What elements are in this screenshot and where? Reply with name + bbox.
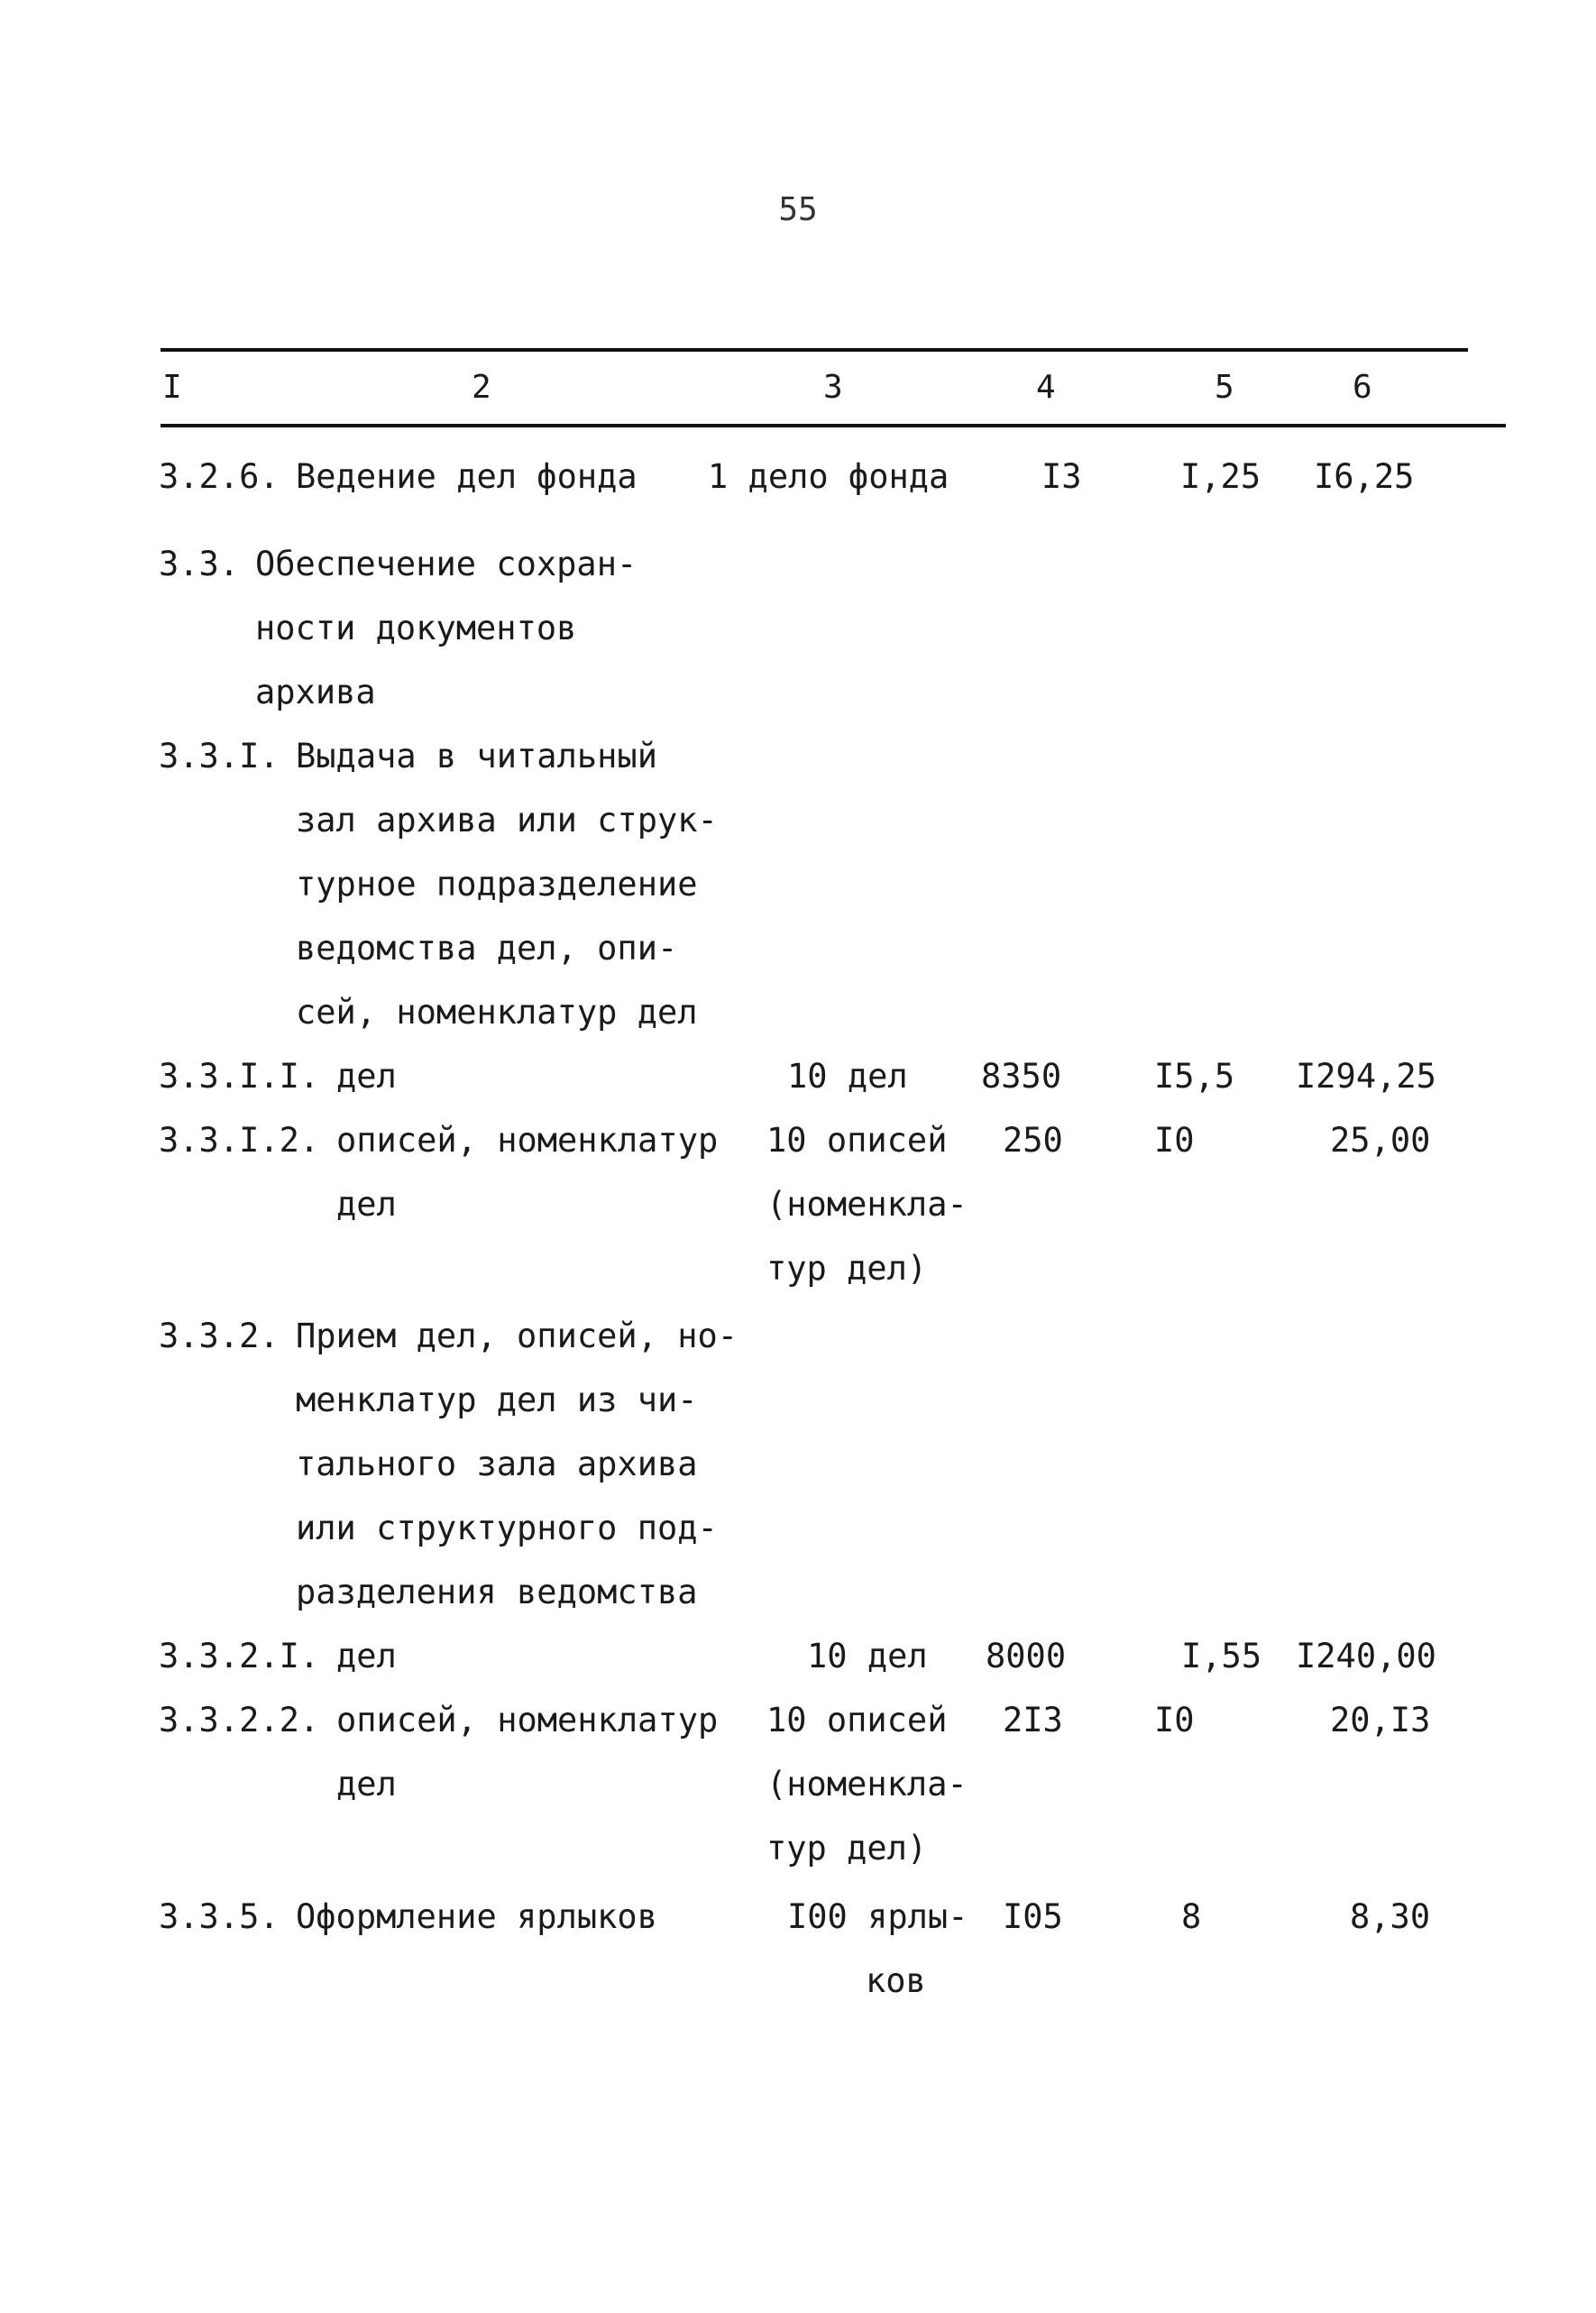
row-col-5: I0: [1154, 1701, 1195, 1739]
header-col-4: 4: [1036, 369, 1056, 406]
row-col-6: 25,00: [1330, 1121, 1431, 1160]
row-description-line: дел: [336, 1637, 397, 1675]
header-col-5: 5: [1215, 369, 1234, 406]
row-code: 3.3.I.I.: [159, 1057, 320, 1096]
row-description-line: описей, номенклатур: [336, 1701, 719, 1739]
row-col-5: I,55: [1181, 1637, 1262, 1675]
row-code: 3.3.5.: [159, 1897, 280, 1936]
row-description-line: сей, номенклатур дел: [296, 993, 698, 1032]
row-description-line: тального зала архива: [296, 1445, 698, 1483]
row-description-line: архива: [255, 673, 376, 711]
row-col-4: 8000: [986, 1637, 1067, 1675]
row-description-line: дел: [336, 1185, 397, 1224]
header-col-3: 3: [823, 369, 843, 406]
row-code: 3.3.I.: [159, 737, 280, 776]
row-unit-line: I00 ярлы-: [787, 1897, 968, 1936]
row-description-line: Выдача в читальный: [296, 737, 657, 776]
row-col-5: I,25: [1180, 457, 1261, 496]
row-description-line: Ведение дел фонда: [296, 457, 637, 496]
row-col-6: I6,25: [1314, 457, 1415, 496]
row-description-line: менклатур дел из чи-: [296, 1381, 698, 1419]
row-col-6: 20,I3: [1330, 1701, 1431, 1739]
table-header-rule: [161, 424, 1506, 427]
row-code: 3.3.2.I.: [159, 1637, 320, 1675]
row-description-line: дел: [336, 1765, 397, 1804]
row-code: 3.3.: [159, 545, 240, 583]
row-description-line: или структурного под-: [296, 1509, 718, 1547]
row-code: 3.2.6.: [159, 457, 280, 496]
row-col-5: 8: [1181, 1897, 1202, 1936]
row-col-5: I5,5: [1154, 1057, 1235, 1096]
row-description-line: описей, номенклатур: [336, 1121, 719, 1160]
row-col-4: 8350: [981, 1057, 1062, 1096]
row-description-line: Прием дел, описей, но-: [296, 1317, 738, 1355]
row-unit-line: 10 описей: [766, 1701, 948, 1739]
row-code: 3.3.I.2.: [159, 1121, 320, 1160]
row-unit-line: (номенкла-: [766, 1765, 968, 1804]
row-unit-line: (номенкла-: [766, 1185, 968, 1224]
row-code: 3.3.2.2.: [159, 1701, 320, 1739]
row-code: 3.3.2.: [159, 1317, 280, 1355]
row-col-6: I294,25: [1296, 1057, 1436, 1096]
row-col-6: I240,00: [1296, 1637, 1436, 1675]
table-top-rule: [161, 348, 1468, 352]
row-unit-line: 10 описей: [766, 1121, 948, 1160]
row-description-line: дел: [336, 1057, 397, 1096]
row-col-4: 250: [1003, 1121, 1063, 1160]
row-description-line: Оформление ярлыков: [296, 1897, 657, 1936]
page-number: 55: [778, 191, 818, 228]
row-col-6: 8,30: [1350, 1897, 1431, 1936]
row-col-4: 2I3: [1003, 1701, 1063, 1739]
row-col-4: I05: [1003, 1897, 1063, 1936]
row-unit-line: тур дел): [766, 1829, 928, 1868]
row-description-line: турное подразделение: [296, 865, 698, 904]
row-col-5: I0: [1154, 1121, 1195, 1160]
row-unit-line: 10 дел: [787, 1057, 908, 1096]
row-unit-line: ков: [866, 1961, 926, 2000]
row-description-line: ности документов: [255, 609, 577, 647]
row-description-line: зал архива или струк-: [296, 801, 718, 840]
row-description-line: разделения ведомства: [296, 1573, 698, 1611]
header-col-1: I: [162, 369, 182, 406]
row-col-4: I3: [1041, 457, 1082, 496]
row-description-line: ведомства дел, опи-: [296, 929, 678, 968]
header-col-2: 2: [472, 369, 491, 406]
row-unit-line: тур дел): [766, 1249, 928, 1288]
header-col-6: 6: [1353, 369, 1372, 406]
row-description-line: Обеспечение сохран-: [255, 545, 637, 583]
row-unit-line: 10 дел: [807, 1637, 928, 1675]
row-unit-line: 1 дело фонда: [708, 457, 949, 496]
